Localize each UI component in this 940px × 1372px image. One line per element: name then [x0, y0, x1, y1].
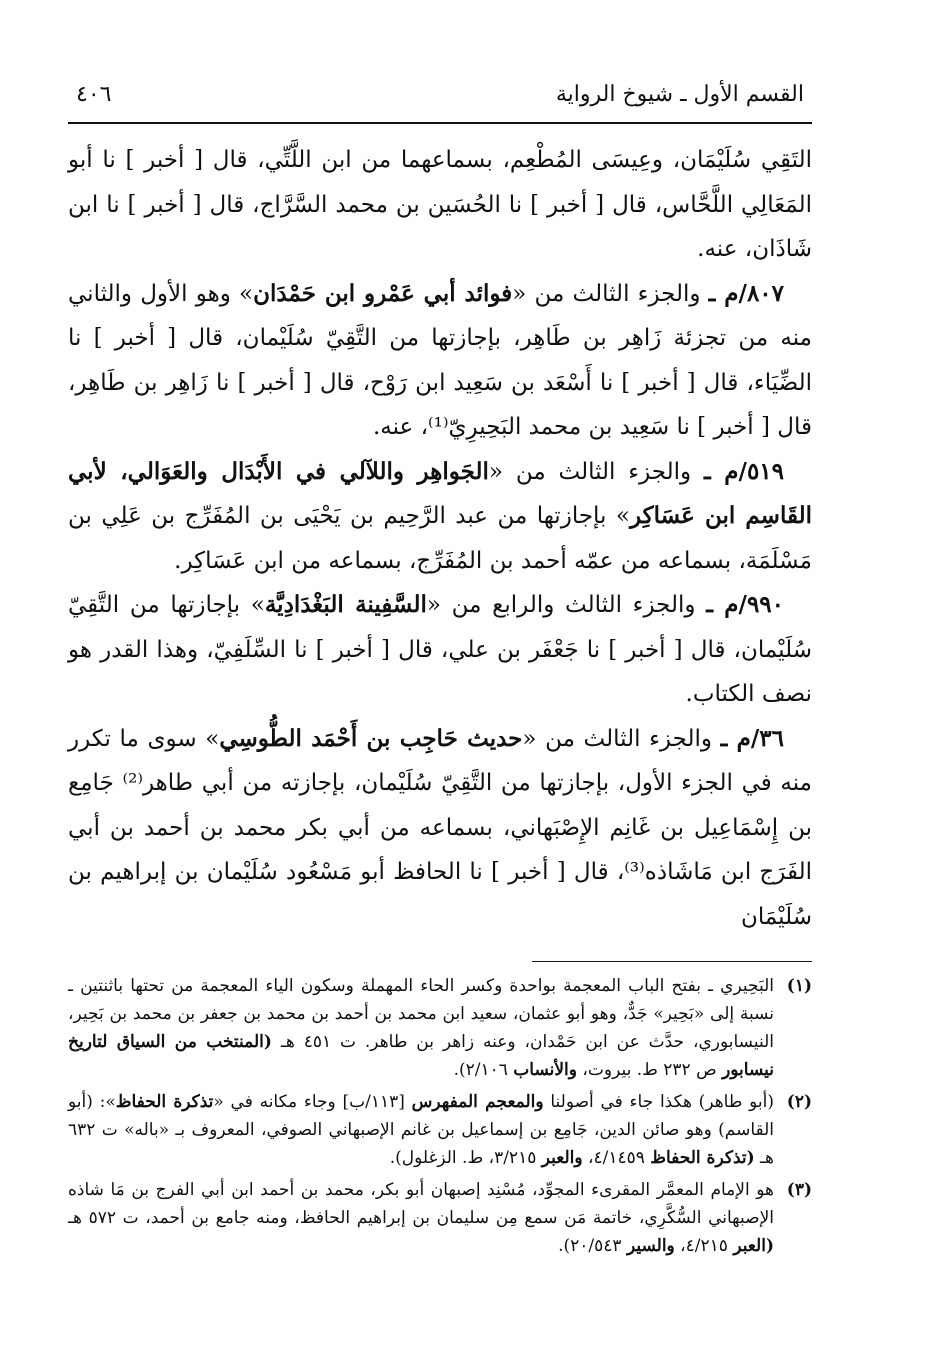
page: [68, 78, 812, 1264]
bold-text-run: والمعجم المفهرس: [411, 1092, 544, 1112]
text-run: ٢/١٠٦).: [453, 1060, 514, 1080]
text-run: » وهو الأول والثاني منه من تجزئة زَاهِر بن طَاهِر، بإجازتها من التَّقِيّ سُلَيْمان، قال [ أخبر ] نا الضِّيَاء، قال [ أخبر ] نا أَسْعَد بن سَعِيد ابن رَوْح، قال [ أخبر ] نا زَاهِر بن طَاهِر، قال [ أخبر ] نا سَعِيد بن محمد البَحِيرِيّ⁽¹⁾، عنه.: [68, 280, 812, 440]
text-run: » بإجازتها من التَّقِيّ سُلَيْمان، قال [ أخبر ] نا جَعْفَر بن علي، قال [ أخبر ] نا السِّلَفِيّ، وهذا القدر هو نصف الكتاب.: [68, 592, 812, 707]
text-run: التَقِي سُلَيْمَان، وعِيسَى المُطْعِم، بسماعهما من ابن اللَّتِّي، قال [ أخبر ] نا أبو المَعَالِي اللَّحَّاس، قال [ أخبر ] نا الحُسَين بن محمد السَّرَّاج، قال [ أخبر ] نا ابن شَاذَان، عنه.: [68, 147, 812, 262]
text-run: والجزء الثالث والرابع من «: [426, 592, 707, 618]
bold-text-run: الجَواهِر واللآلي في الأَبْدَال والعَوَالي، لأبي القَاسِم ابن عَسَاكِر: [68, 457, 812, 529]
bold-text-run: والعبر: [541, 1148, 583, 1168]
footnote-text: [68, 1176, 774, 1260]
text-run: ص ٢٣٢ ط. بيروت،: [577, 1060, 723, 1080]
footnotes: [68, 972, 812, 1260]
text-run: ٤/٢١٥،: [674, 1236, 734, 1256]
text-run: [١١٣/ب] وجاء مكانه في «: [213, 1092, 412, 1112]
bold-text-run: والسير: [626, 1236, 675, 1256]
bold-text-run: ٥١٩/م ـ: [704, 457, 784, 485]
text-run: ٢٠/٥٤٣).: [558, 1236, 627, 1256]
text-run: »: (أبو القاسم) وهو صائن الدين، جَامِع بن إسماعيل بن غانم الإصبهاني الصوفي، المعروف بـ «باله» ت ٦٣٢ هـ: [68, 1092, 774, 1168]
section-title: القسم الأول ـ شيوخ الرواية: [555, 82, 804, 107]
bold-text-run: (المنتخب من السياق لتاريخ نيسابور: [68, 1032, 774, 1080]
bold-text-run: تذكرة الحفاظ: [115, 1092, 214, 1112]
text-run: » سوى ما تكرر منه في الجزء الأول، بإجازتها من التَّقِيّ سُلَيْمان، بإجازته من أبي طاهر⁽²⁾ جَامِع بن إِسْمَاعِيل بن غَانِم الإِصْبَهاني، بسماعه من أبي بكر محمد بن أحمد بن أبي الفَرَج ابن مَاشَاذه⁽³⁾، قال [ أخبر ] نا الحافظ أبو مَسْعُود سُلَيْمان بن إبراهيم بن سُلَيْمَان: [68, 725, 812, 930]
paragraph: [68, 138, 812, 272]
main-text: [68, 138, 812, 939]
text-run: هو الإمام المعمَّر المقرىء المجوِّد، مُسْنِد إصبهان أبو بكر، محمد بن أحمد ابن أبي الفرج بن مَا شاذه الإصبهاني السُّكَّرِي، خاتمة مَن سمع مِن سليمان بن إبراهيم الحافظ، ومنه جامع بن أحمد، ت ٥٧٢ هـ: [68, 1180, 774, 1228]
text-run: » بإجازتها من عبد الرَّحِيم بن يَحْيَى بن المُفَرِّج بن عَلِي بن مَسْلَمَة، بسماعه من عمّه أحمد بن المُفَرِّج، بسماعه من ابن عَسَاكِر.: [68, 503, 812, 574]
entry-807: [68, 272, 812, 450]
running-head: [68, 78, 812, 112]
bold-text-run: فوائد أبي عَمْرو ابن حَمْدَان: [253, 279, 513, 307]
bold-text-run: ٨٠٧/م ـ: [708, 279, 784, 307]
entry-36: [68, 717, 812, 940]
page-number: ٤٠٦: [76, 82, 112, 107]
bold-text-run: (تذكرة الحفاظ: [650, 1148, 755, 1168]
footnote-number: (٢): [786, 1092, 812, 1112]
text-run: البَحِيري ـ بفتح الباب المعجمة بواحدة وكسر الحاء المهملة وسكون الياء المعجمة من تحتها باثنتين ـ نسبة إلى «بَحِير» جَدٌّ، وهو أبو عثمان، سعيد ابن محمد بن أحمد بن محمد بن جعفر بن محمد بن بَحِير، النيسابوري، حدَّث عن ابن حَمْدان، وعنه زاهر بن طاهر. ت ٤٥١ هـ: [68, 976, 774, 1052]
bold-text-run: السَّفِينة البَغْدَادِيَّة: [264, 591, 427, 618]
footnote-2: [68, 1088, 812, 1172]
footnote-text: [68, 972, 774, 1084]
text-run: والجزء الثالث من «: [512, 280, 709, 307]
footnote-text: [68, 1088, 774, 1172]
text-run: والجزء الثالث من «: [488, 458, 704, 485]
header-rule: [68, 122, 812, 124]
footnote-number: (١): [786, 976, 812, 996]
bold-text-run: حديث حَاجِب بن أَحْمَد الطُّوسِي: [219, 724, 523, 752]
text-run: والجزء الثالث من «: [522, 725, 721, 752]
bold-text-run: والأنساب: [513, 1060, 577, 1080]
bold-text-run: (العبر: [733, 1236, 774, 1256]
footnote-1: [68, 972, 812, 1084]
footnote-rule: [532, 961, 812, 962]
entry-990: [68, 583, 812, 717]
text-run: (أبو طاهر) هكذا جاء في أصولنا: [543, 1092, 774, 1112]
entry-519: [68, 450, 812, 584]
footnote-3: [68, 1176, 812, 1260]
bold-text-run: ٩٩٠/م ـ: [706, 591, 785, 618]
text-run: ٤/١٤٥٩،: [582, 1148, 651, 1168]
footnote-number: (٣): [786, 1180, 812, 1200]
bold-text-run: ٣٦/م ـ: [720, 724, 784, 752]
text-run: ٣/٢١٥، ط. الزغلول).: [389, 1148, 542, 1168]
